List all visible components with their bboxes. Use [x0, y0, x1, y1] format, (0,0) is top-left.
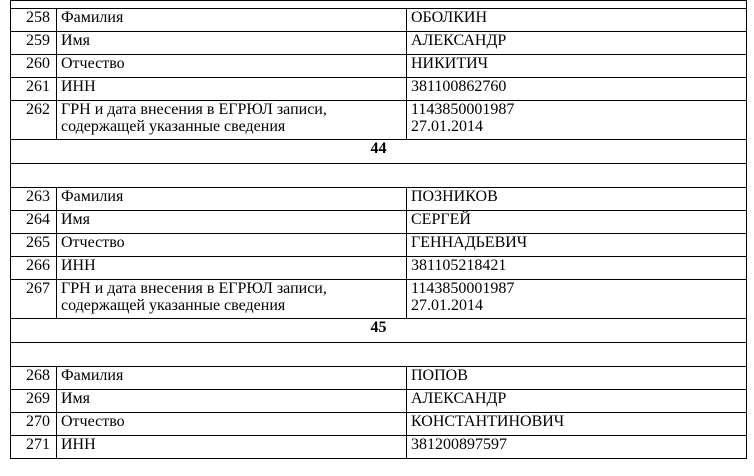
field-label: Отчество: [57, 234, 407, 257]
field-label: Фамилия: [57, 367, 407, 390]
grn-date: 27.01.2014: [411, 297, 483, 314]
field-value: ПОПОВ: [407, 367, 747, 390]
field-label: Отчество: [57, 413, 407, 436]
grn-number: 1143850001987: [411, 280, 515, 297]
field-value: 381100862760: [407, 78, 747, 101]
field-value: 381200897597: [407, 436, 747, 459]
grn-label-line2: содержащей указанные сведения: [61, 297, 286, 314]
table-row: [11, 211, 747, 234]
table-row: [11, 9, 747, 32]
field-value: ГЕННАДЬЕВИЧ: [407, 234, 747, 257]
field-value: АЛЕКСАНДР: [407, 32, 747, 55]
field-value: ОБОЛКИН: [407, 9, 747, 32]
section-number: 45: [11, 319, 747, 343]
field-value: [407, 101, 747, 140]
section-number: 44: [11, 140, 747, 164]
row-number: 266: [11, 257, 57, 280]
field-label: [57, 280, 407, 319]
table-row: [11, 78, 747, 101]
row-number: 265: [11, 234, 57, 257]
section-spacer: [11, 343, 747, 367]
row-number: 261: [11, 78, 57, 101]
field-label: Имя: [57, 211, 407, 234]
field-label: Фамилия: [57, 9, 407, 32]
field-value: СЕРГЕЙ: [407, 211, 747, 234]
field-value: АЛЕКСАНДР: [407, 390, 747, 413]
row-number: 258: [11, 9, 57, 32]
row-number: 262: [11, 101, 57, 140]
table-row-grn: [11, 101, 747, 140]
table-row: [11, 436, 747, 459]
field-label: ИНН: [57, 78, 407, 101]
row-number: 263: [11, 188, 57, 211]
table-row: [11, 390, 747, 413]
grn-date: 27.01.2014: [411, 118, 483, 135]
section-header: [11, 140, 747, 164]
grn-label-line1: ГРН и дата внесения в ЕГРЮЛ записи,: [61, 280, 327, 297]
table-row: [11, 188, 747, 211]
row-number: 260: [11, 55, 57, 78]
field-label: ИНН: [57, 436, 407, 459]
field-label: Фамилия: [57, 188, 407, 211]
table-row: [11, 234, 747, 257]
table-row: [11, 413, 747, 436]
field-value: [407, 280, 747, 319]
row-number: 264: [11, 211, 57, 234]
row-number: 268: [11, 367, 57, 390]
field-label: ИНН: [57, 257, 407, 280]
field-label: Имя: [57, 32, 407, 55]
grn-label-line2: содержащей указанные сведения: [61, 118, 286, 135]
table-top-row: [11, 1, 747, 9]
field-value: НИКИТИЧ: [407, 55, 747, 78]
field-value: 381105218421: [407, 257, 747, 280]
field-label: Имя: [57, 390, 407, 413]
egrul-extract-table: [10, 0, 747, 459]
grn-number: 1143850001987: [411, 101, 515, 118]
section-spacer: [11, 164, 747, 188]
table-row: [11, 55, 747, 78]
table-row-grn: [11, 280, 747, 319]
row-number: 267: [11, 280, 57, 319]
grn-label-line1: ГРН и дата внесения в ЕГРЮЛ записи,: [61, 101, 327, 118]
row-number: 270: [11, 413, 57, 436]
table-row: [11, 257, 747, 280]
row-number: 259: [11, 32, 57, 55]
field-label: [57, 101, 407, 140]
section-header: [11, 319, 747, 343]
field-label: Отчество: [57, 55, 407, 78]
row-number: 271: [11, 436, 57, 459]
field-value: КОНСТАНТИНОВИЧ: [407, 413, 747, 436]
table-row: [11, 32, 747, 55]
table-row: [11, 367, 747, 390]
row-number: 269: [11, 390, 57, 413]
field-value: ПОЗНИКОВ: [407, 188, 747, 211]
